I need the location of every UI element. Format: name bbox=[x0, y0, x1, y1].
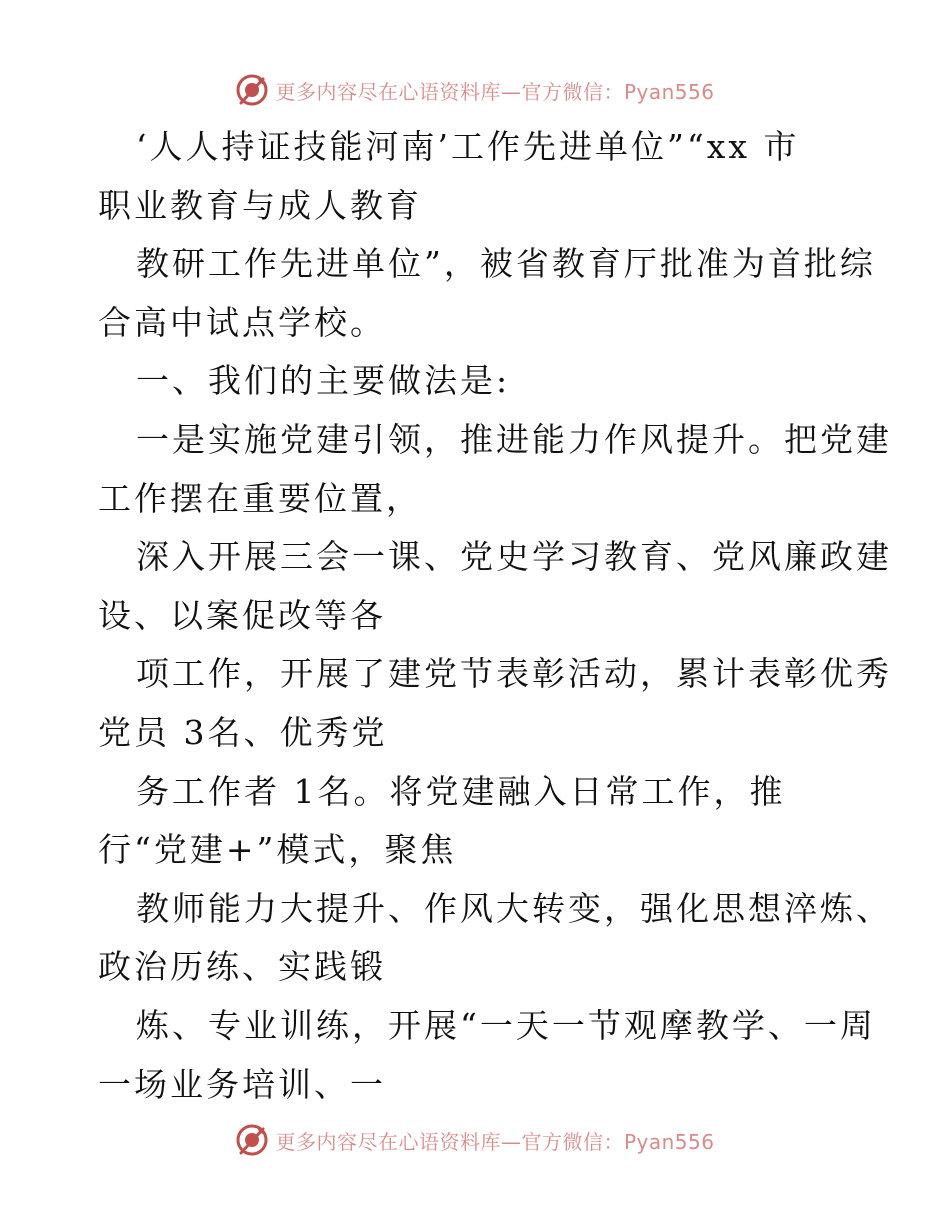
text-line: 一场业务培训、一 bbox=[98, 1064, 386, 1104]
watermark-group bbox=[235, 73, 714, 107]
text-line: 炼、专业训练，开展“一天一节观摩教学、一周 bbox=[136, 1005, 876, 1045]
document-body bbox=[98, 118, 892, 1114]
text-line: 教研工作先进单位”，被省教育厅批准为首批综 bbox=[136, 244, 876, 284]
text-line: 党员 3名、优秀党 bbox=[98, 712, 388, 752]
pen-logo-icon bbox=[235, 1123, 269, 1157]
header-watermark bbox=[0, 70, 950, 110]
pen-logo-icon bbox=[235, 73, 269, 107]
text-line: 深入开展三会一课、党史学习教育、党风廉政建 bbox=[136, 537, 892, 577]
text-line: 一是实施党建引领，推进能力作风提升。把党建 bbox=[136, 419, 892, 459]
text-line: 一、我们的主要做法是: bbox=[136, 361, 511, 401]
watermark-text: 更多内容尽在心语资料库—官方微信：Pyan556 bbox=[275, 79, 715, 104]
text-line: 教师能力大提升、作风大转变，强化思想淬炼、 bbox=[136, 888, 892, 928]
text-line: 政治历练、实践锻 bbox=[98, 947, 386, 987]
text-line: 职业教育与成人教育 bbox=[98, 185, 422, 225]
text-line: 项工作，开展了建党节表彰活动，累计表彰优秀 bbox=[136, 654, 892, 694]
watermark-group bbox=[235, 1123, 714, 1157]
text-line: 工作摆在重要位置， bbox=[98, 478, 422, 518]
footer-watermark bbox=[0, 1120, 950, 1160]
text-line: ‘人人持证技能河南’工作先进单位”“xx 市 bbox=[136, 127, 800, 166]
text-line: 务工作者 1名。将党建融入日常工作，推 bbox=[136, 771, 786, 811]
text-line: 合高中试点学校。 bbox=[98, 302, 386, 342]
text-line: 行“党建+”模式，聚焦 bbox=[98, 830, 457, 870]
text-line: 设、以案促改等各 bbox=[98, 595, 386, 635]
watermark-text: 更多内容尽在心语资料库—官方微信：Pyan556 bbox=[275, 1129, 715, 1154]
